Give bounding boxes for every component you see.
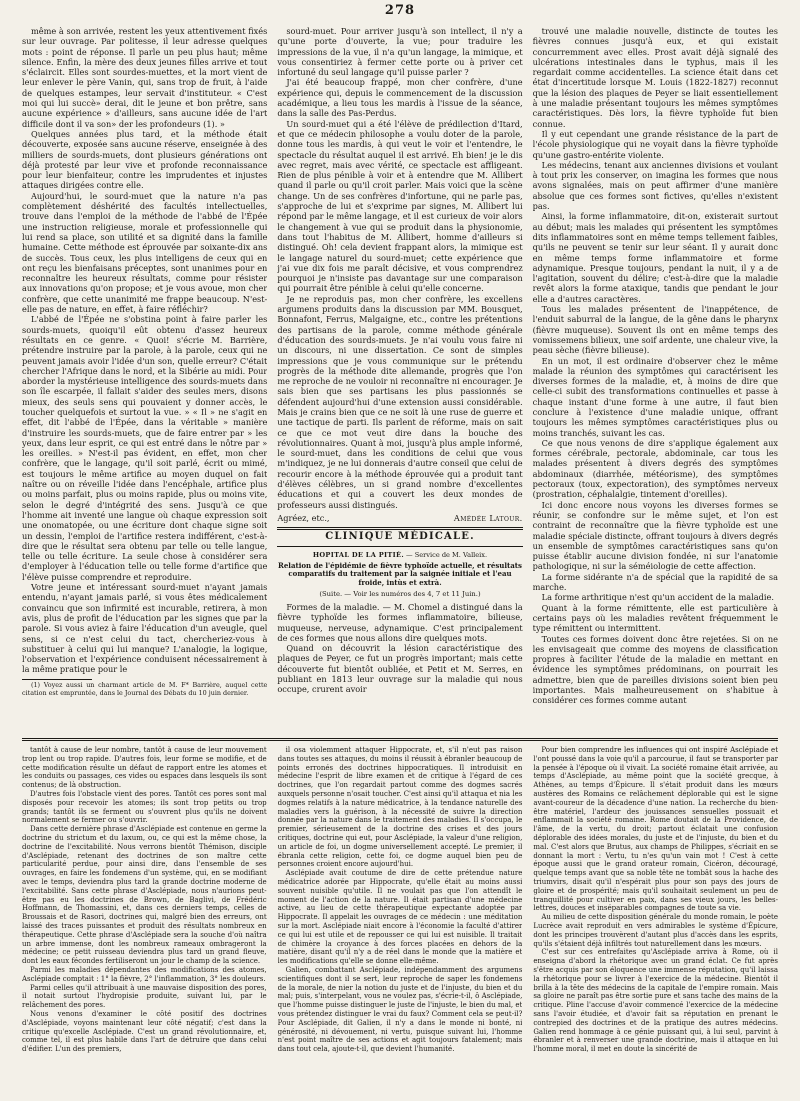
paragraph: C'est sur ces entrefaites qu'Asclépiade arriva à Rome, où il enseigna d'abord la rhétorique avec un grand éclat. Ce fut après s'être acquis par son éloquence une immense réputation, qu'il laissa la rhétorique pour se livrer à l'exercice de la médecine. Bientôt il brilla à la tête des médecins de la capitale de l'empire romain. Mais sa gloire ne paraît pas être sortie pure et sans tache des mains de la critique. Pline l'accuse d'avoir commencé l'exercice de la médecine sans l'avoir étudiée, et d'avoir fait sa réputation en prenant le contrepied des doctrines et de la pratique des autres médecins. Galien rend hommage à ce génie puissant qui, à lui seul, parvint à ébranler et à renverser une grande doctrine, mais il attaque en lui l'homme moral, il met en doute la sincérité de <box>533 948 779 1054</box>
paragraph: Dans cette dernière phrase d'Asclépiade est contenue en germe la doctrine du strictum et du laxum, ou, ce qui est la même chose, la doctrine de l'excitabilité. Nous verrons bientôt Thémison, disciple d'Asclépiade, retenant des doctrines de son maître cette particularité perdue, pour ainsi dire, dans l'ensemble de ses ouvrages, en faire les fondemens d'un système, qui, en se modifiant avec le temps, deviendra plus tard la grande doctrine moderne de l'excitabilité. Sans cette phrase d'Asclépiade, nous n'aurions peut-être pas eu les doctrines de Brown, de Baglivi, de Frédéric Hoffmann, de Thomassini, et, dans ces derniers temps, celles de Broussais et de Rasori, doctrines qui, malgré bien des erreurs, ont laissé des traces puissantes et produit des résultats nombreux en thérapeutique. Cette phrase d'Asclépiade sera la souche d'où naîtra un arbre immense, dont les nombreux rameaux ombrageront la médecine; ce petit ruisseau deviendra plus tard un grand fleuve, dont les eaux fécondes fertiliseront un jour le champ de la science. <box>22 825 267 966</box>
paragraph: Je ne reproduis pas, mon cher confrère, les excellens argumens produits dans la discussion par MM. Bousquet, Bonnafont, Ferrus, Malgaigne, etc., contre les prétentions des partisans de la parole, comme méthode générale d'éducation des sourds-muets. Je n'ai voulu vous faire ni un discours, ni une dissertation. Ce sont de simples impressions que je vous communique sur le prétendu progrès de la méthode dite allemande, progrès que l'on me reproche de ne vouloir ni reconnaître ni encourager. Je sais bien que ses partisans les plus passionnés se défendent aujourd'hui d'une extension aussi considérable. Mais je crains bien que ce ne soit là une ruse de guerre et une tactique de parti. Ils parlent de réforme, mais on sait ce que ce mot veut dire dans la bouche des révolutionnaires. Quant à moi, jusqu'à plus ample informé, le sourd-muet, dans les conditions de celui que vous m'indiquez, je ne lui donnerais d'autre conseil que celui de recourir encore à la méthode éprouvée qui a produit tant d'élèves célèbres, un si grand nombre d'excellentes éducations et qui a couvert les deux mondes de professeurs aussi distingués. <box>277 293 523 510</box>
lower-column-1 <box>22 746 267 1098</box>
feuilleton-divider <box>22 738 778 741</box>
paragraph: il osa violemment attaquer Hippocrate, et, s'il n'eut pas raison dans toutes ses attaques, du moins il réussit à ébranler beaucoup de points erronés des doctrines hippocratiques. Il introduisit en médecine l'esprit de libre examen et de critique à l'égard de ces doctrines, que l'on regardait partout comme des dogmes sacrés auxquels personne n'osait toucher. C'est ainsi qu'il attaqua et nia les dogmes relatifs à la nature médicatrice, à la tendance naturelle des maladies vers la guérison, à la nécessité de suivre la direction donnée par la nature dans le traitement des maladies. Il s'occupa, le premier, sérieusement de la doctrine des crises et des jours critiques, doctrine qui eut, pour Asclépiade, la valeur d'une religion, un article de foi, un dogme universellement accepté. Le premier, il ébranla cette religion, cette foi, ce dogme auquel bien peu de personnes croient encore aujourd'hui. <box>277 746 523 869</box>
paragraph: même à son arrivée, restent les yeux attentivement fixés sur leur ouvrage. Par politesse, il leur adresse quelques mots : point de réponse. Il parle un peu plus haut; même silence. Enfin, la mère des deux jeunes filles arrive et tout s'éclaircit. Elles sont sourdes-muettes, et la mort vient de leur enlever le père Vanin, qui, sans trop de fruit, à l'aide de quelques estampes, leur servait d'instituteur. « C'est moi qui lui succè» derai, dit le jeune et bon prêtre, sans aucune expérience » d'ailleurs, sans aucune idée de l'art difficile dont il va son» der les profondeurs (1). » <box>22 26 268 129</box>
section-rule-bottom <box>277 546 522 547</box>
paragraph: Les médecins, tenant aux anciennes divisions et voulant à tout prix les conserver, on imagina les formes que nous avons signalées, mais on peut affirmer d'une manière absolue que ces formes sont fictives, qu'elles n'existent pas. <box>532 159 778 212</box>
upper-section <box>22 26 778 734</box>
upper-column-3 <box>533 26 778 734</box>
hospital-name: HOPITAL DE LA PITIÉ. <box>312 550 404 559</box>
letter-signature <box>277 513 522 523</box>
paragraph: Il y eut cependant une grande résistance de la part de l'école physiologique qui ne voyait dans la fièvre typhoïde qu'une gastro-entérite violente. <box>532 128 778 160</box>
lower-section <box>22 746 778 1098</box>
section-rule-top <box>277 527 522 530</box>
paragraph: sourd-muet. Pour arriver jusqu'à son intellect, il n'y a qu'une porte d'ouverte, la vue; pour traduire les impressions de la vue, il n'a qu'un langage, la mimique, et vous consentiriez à fermer cette porte ou à priver cet infortuné du seul langage qu'il puisse parler ? <box>277 26 523 78</box>
paragraph: La forme arthritique n'est qu'un accident de la maladie. <box>541 592 774 603</box>
paragraph: Quelques années plus tard, et la méthode était découverte, exposée sans aucune réserve, enseignée à des milliers de sourds-muets, dont plusieurs générations ont déjà protesté par leur vive et profonde reconnaissance pour leur bienfaiteur, contre les imprudentes et injustes attaques dirigées contre elle. <box>22 128 268 191</box>
signature-closing: Agréez, etc., <box>277 512 330 523</box>
paragraph: Ainsi, la forme inflammatoire, dit-on, existerait surtout au début; mais les malades qui présentent les symptômes dits inflammatoires sont en même temps tellement faibles, qu'ils ne peuvent se tenir sur leur séant. Il y aurait donc en même temps forme inflammatoire et forme adynamique. Presque toujours, pendant la nuit, il y a de l'agitation, souvent du délire; c'est-à-dire que la maladie revêt alors la forme ataxique, tandis que pendant le jour elle a d'autres caractères. <box>532 211 778 304</box>
paragraph: Quant à la forme rémittente, elle est particulière à certains pays où les maladies revêtent fréquemment le type rémittent ou intermittent. <box>532 602 778 634</box>
paragraph: Tous les malades présentent de l'inappétence, de l'enduit saburral de la langue, de la gêne dans le pharynx (fièvre muqueuse). Souvent ils ont en même temps des vomissemens bilieux, une soif ardente, une chaleur vive, la peau sèche (fièvre bilieuse). <box>532 304 778 356</box>
paragraph: Aujourd'hui, le sourd-muet que la nature n'a pas complètement déshérité des facultés intellectuelles, trouve dans l'emploi de la méthode de l'abbé de l'Épée une instruction religieuse, morale et professionnelle qui lui rend sa place, son utilité et sa dignité dans la famille humaine. Cette méthode est éprouvée par soixante-dix ans de succès. Tous ceux, les plus intelligens de ceux qui en ont reçu les bienfaisans préceptes, sont unanimes pour en reconnaître les heureux résultats, comme pour résister aux innovations qu'on propose; et je vous avoue, mon cher confrère, que cette unanimité me frappe beaucoup. N'est-elle pas de nature, en effet, à faire réfléchir? <box>22 190 268 315</box>
lower-column-3 <box>533 746 778 1098</box>
article-title: Relation de l'épidémie de fièvre typhoïde actuelle, et résultats comparatifs du traitement par la saignée initiale et l'eau froide, intùs et extrà. <box>278 560 522 588</box>
paragraph: D'autres fois l'obstacle vient des pores. Tantôt ces pores sont mal disposés pour recevoir les atomes; ils sont trop petits ou trop grands; tantôt ils se ferment ou s'ouvrent plus qu'ils ne doivent normalement se fermer ou s'ouvrir. <box>22 789 267 825</box>
paragraph: Ce que nous venons de dire s'applique également aux formes cérébrale, pectorale, abdominale, car tous les malades présentent à divers degrés des symptômes abdominaux (diarrhée, météorisme), des symptômes pectoraux (toux, expectoration), des symptômes nerveux (prostration, céphalalgie, tintement d'oreilles). <box>532 437 778 500</box>
footnote: (1) Voyez aussi un charmant article de M. F* Barrière, auquel cette citation est empruntée, dans le Journal des Débats du 10 juin dernier. <box>22 680 268 697</box>
hospital-service: — Service de M. Valleix. <box>406 550 488 559</box>
paragraph: trouvé une maladie nouvelle, distincte de toutes les fièvres connues jusqu'à eux, et qui existait concurremment avec elles. Prost avait déjà signalé des ulcérations intestinales dans le typhus, mais il les regardait comme accidentelles. La science était dans cet état d'incertitude lorsque M. Louis (1822-1827) reconnut que la lésion des plaques de Peyer se liait essentiellement à une maladie présentant toujours les mêmes symptômes caractéristiques. Dès lors, la fièvre typhoïde fut bien connue. <box>532 26 778 129</box>
paragraph: Votre jeune et intéressant sourd-muet n'ayant jamais entendu, n'ayant jamais parlé, si vous êtes médicalement convaincu que son infirmité est incurable, retirera, à mon avis, plus de profit de l'éducation par les signes que par la parole. Si vous aviez à faire l'éducation d'un aveugle, quel sens, si ce n'est celui du tact, chercheriez-vous à substituer à celui qui lui manque? L'analogie, la logique, l'observation et l'expérience conduisent nécessairement à la même pratique pour le <box>22 582 268 675</box>
upper-column-2 <box>277 26 522 734</box>
paragraph: Galien, combattant Asclépiade, indépendamment des argumens scientifiques dont il se sert, leur reproche de saper les fondemens de la morale, de nier la notion du juste et de l'injuste, du bien et du mal; puis, s'interpelant, vous ne voulez pas, s'écrie-t-il, ô Asclépiade, que l'homme puisse distinguer le juste de l'injuste, le bien du mal, et vous prétendez distinguer le vrai du faux? Comment cela se peut-il? Pour Asclépiade, dit Galien, il n'y a dans le monde ni bonté, ni générosité, ni dévouement, ni vertu, puisque suivant lui, l'homme n'est point maître de ses actions et agit toujours fatalement; mais dans tout cela, ajoute-t-il, que devient l'humanité. <box>277 965 523 1054</box>
paragraph: Toutes ces formes doivent donc être rejetées. Si on ne les envisageait que comme des moyens de classification propres à faciliter l'étude de la maladie en mettant en évidence les symptômes prédominans, on pourrait les admettre, bien que de pareilles divisions soient bien peu importantes. Mais malheureusement on s'habitue à considérer ces formes comme autant <box>532 633 778 706</box>
hospital-heading <box>277 550 522 560</box>
newspaper-page <box>22 0 778 1101</box>
paragraph: L'abbé de l'Épée ne s'obstina point à faire parler les sourds-muets, quoiqu'il eût obtenu d'assez heureux résultats en ce genre. « Quoi! s'écrie M. Barrière, prétendre instruire par la parole, à la parole, ceux qui ne peuvent jamais avoir l'idée d'un son, quelle erreur? C'était chercher l'Afrique dans le nord, et la Sibérie au midi. Pour aborder la mystérieuse intelligence des sourds-muets dans son île escarpée, il fallait s'aider des seules mers, disons mieux, des seuls sens qui pouvaient y donner accès, le toucher quelquefois et surtout la vue. » « Il » ne s'agit en effet, dit l'abbé de l'Épée, dans la véritable » manière d'instruire les sourds-muets, que de faire entrer par » les yeux, dans leur esprit, ce qui est entré dans le nôtre par » les oreilles. » N'est-il pas évident, en effet, mon cher confrère, que le langage, qu'il soit parlé, écrit ou mimé, est toujours le même artifice au moyen duquel on fait naître ou on réveille l'idée dans l'encéphale, artifice plus ou moins parfait, plus ou moins rapide, plus ou moins vite, selon le degré d'intégrité des sens. Jusqu'à ce que l'homme ait inventé une langue où chaque expression soit une onomatopée, ou une écriture dont chaque signe soit un dessin, l'emploi de l'artifice restera indifférent, c'est-à-dire que le résultat sera obtenu par telle ou telle langue, telle ou telle écriture. La seule chose à considérer sera d'employer à l'éducation telle ou telle forme d'artifice que l'élève puisse comprendre et reproduire. <box>22 314 268 582</box>
lower-column-2 <box>278 746 523 1098</box>
paragraph: Asclépiade avait coutume de dire de cette prétendue nature médicatrice adorée par Hippocrate, qu'elle était au moins aussi souvent nuisible qu'utile. Il ne voulait pas que l'on attendît le moment de l'action de la nature. Il était partisan d'une médecine active, au lieu de cette thérapeutique expectante adoptée par Hippocrate. Il appelait les ouvrages de ce médecin : une méditation sur la mort. Asclépiade niait encore à l'économie la faculté d'attirer ce qui lui est utile et de repousser ce qui lui est nuisible. Il traitait de chimère la croyance à des forces placées en dehors de la matière, disant qu'il n'y a de réel dans le monde que la matière et les modifications qu'elle se donne elle-même. <box>277 869 523 966</box>
paragraph: Parmi les maladies dépendantes des modifications des atomes, Asclépiade comptait : 1° la fièvre, 2° l'inflammation, 3° les douleurs. <box>22 965 267 983</box>
upper-column-1 <box>22 26 267 734</box>
paragraph: Parmi celles qu'il attribuait à une mauvaise disposition des pores, il notait surtout l'hydropisie produite, suivant lui, par le relâchement des pores. <box>22 983 267 1010</box>
paragraph: Ici donc encore nous voyons les diverses formes se réunir, se confondre sur le même sujet, et l'on est contraint de reconnaître que la fièvre typhoïde est une maladie spéciale distincte, offrant toujours à divers degrés un ensemble de symptômes caractéristiques sans qu'on puisse établir aucune division fondée, ni sur l'anatomie pathologique, ni sur la séméiologie de cette affection. <box>532 499 778 572</box>
page-number: 278 <box>384 3 416 18</box>
paragraph: Pour bien comprendre les influences qui ont inspiré Asclépiade et l'ont poussé dans la voie qu'il a parcourue, il faut se transporter par la pensée à l'époque où il vivait. La société romaine était arrivée, au temps d'Asclépiade, au même point que la société grecque, à Athènes, au temps d'Épicure. Il s'était produit dans les mœurs austères des Romains ce relâchement déplorable qui est le signe avant-coureur de la décadence d'une nation. La recherche du bien-être matériel, l'ardeur des jouissances sensuelles possuait et enflammait la société romaine. Rome doutait de la Providence, de l'âme, de la vertu, du droit; partout éclatait une confusion déplorable des idées morales, du juste et de l'injuste, du bien et du mal. C'est alors que Brutus, aux champs de Philippes, s'écriait en se donnant la mort : Vertu, tu n'es qu'un vain mot ! C'est à cette époque aussi que le grand orateur romain, Cicéron, découragé, quelque temps avant que sa noble tête ne tombât sous la hache des triumvirs, disait qu'il n'espérait plus pour son pays des jours de gloire et de prospérité; mais qu'il souhaitait seulement un peu de tranquillité pour cultiver en paix, dans ses vieux jours, les belles-lettres, douces et inséparables compagnes de toute sa vie. <box>533 746 779 913</box>
paragraph: Quand on découvrit la lésion caractéristique des plaques de Peyer, ce fut un progrès important; mais cette découverte fut bientôt oubliée, et Petit et M. Serres, en publiant en 1813 leur ouvrage sur la maladie qui nous occupe, crurent avoir <box>277 643 523 695</box>
section-title: CLINIQUE MÉDICALE. <box>325 531 475 543</box>
paragraph: Au milieu de cette disposition générale du monde romain, le poète Lucrèce avait reproduit en vers admirables le système d'Épicure, dont les principes trouvèrent d'autant plus d'accès dans les esprits, qu'ils s'étaient déjà infiltrés tout naturellement dans les mœurs. <box>533 913 779 948</box>
paragraph: J'ai été beaucoup frappé, mon cher confrère, d'une expérience qui, depuis le commencement de la discussion académique, a lieu tous les mardis à l'issue de la séance, dans la salle des Pas-Perdus. <box>277 77 523 119</box>
paragraph: Formes de la maladie. — M. Chomel a distingué dans la fièvre typhoïde les formes inflammatoire, bilieuse, muqueuse, nerveuse, adynamique. C'est principalement de ces formes que nous allons dire quelques mots. <box>277 601 523 643</box>
paragraph: La forme sidérante n'a de spécial que la rapidité de sa marche. <box>532 571 778 593</box>
paragraph: Un sourd-muet qui a été l'élève de prédilection d'Itard, et que ce médecin philosophe a voulu doter de la parole, donne tous les mardis, à qui veut le voir et l'entendre, le spectacle du résultat auquel il est arrivé. Eh bien! je le dis avec regret, mais avec vérité, ce spectacle est affligeant. Rien de plus pénible à voir et à entendre que M. Allibert quand il parle ou qu'il croit parler. Mais voici que la scène change. Un de ses confrères d'infortune, qui ne parle pas, s'approche de lui et s'exprime par signes, M. Allibert lui répond par le même langage, et il est curieux de voir alors le changement à vue qui se produit dans la physionomie, dans tout l'habitus de M. Allibert, homme d'ailleurs si distingué. Oh! cela devient frappant alors, la mimique est le langage naturel du sourd-muet; cette expérience que j'ai vue dix fois me paraît décisive, et vous comprendrez pourquoi je n'insiste pas davantage sur une comparaison qui pourrait être pénible à celui qu'elle concerne. <box>277 118 523 294</box>
paragraph: En un mot, il est ordinaire d'observer chez le même malade la réunion des symptômes qui caractérisent les diverses formes de la maladie, et, à moins de dire que celle-ci subit des transformations continuelles et passe à chaque instant d'une forme à une autre, il faut bien conclure à l'existence d'une maladie unique, offrant toujours les mêmes symptômes caractéristiques plus ou moins tranchés, suivant les cas. <box>532 355 778 438</box>
signature-author: Amédée Latour. <box>453 512 523 523</box>
article-continuation-note: (Suite. — Voir les numéros des 4, 7 et 11 Juin.) <box>319 589 481 598</box>
paragraph: Nous venons d'examiner le côté positif des doctrines d'Asclépiade, voyons maintenant leur côté négatif; c'est dans la critique qu'excelle Asclépiade. C'est un grand révolutionnaire, et, comme tel, il est plus habile dans l'art de détruire que dans celui d'édifier. L'un des premiers, <box>22 1009 267 1054</box>
footnote-separator <box>22 679 92 680</box>
paragraph: tantôt à cause de leur nombre, tantôt à cause de leur mouvement trop lent ou trop rapide. D'autres fois, leur forme se modifie, et de cette modification résulte un défaut de rapport entre les atomes et les conduits ou passages, ces vides ou espaces dans lesquels ils sont contenus; de là obstruction. <box>22 746 267 790</box>
